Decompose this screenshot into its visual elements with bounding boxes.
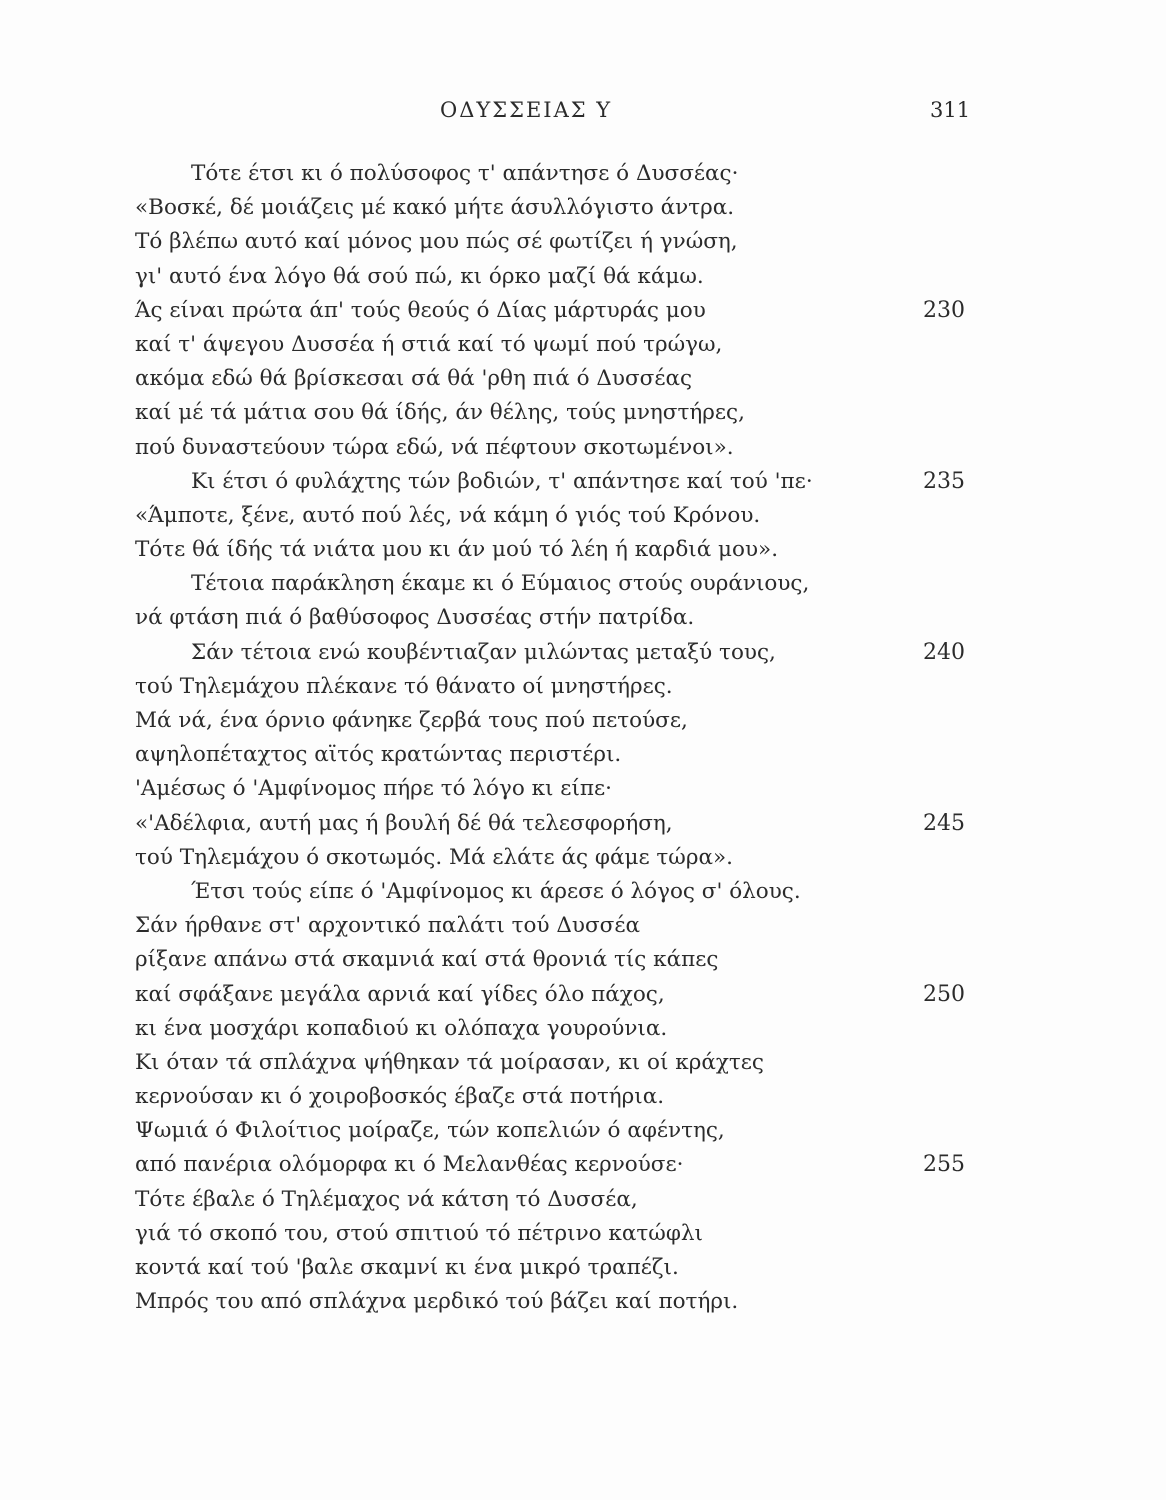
verse-line	[135, 636, 975, 670]
verse-text: Τότε έβαλε ό Τηλέμαχος νά κάτση τό Δυσσέα,	[135, 1186, 638, 1212]
verse-line	[135, 191, 975, 225]
verse-text: 'Αμέσως ό 'Αμφίνομος πήρε τό λόγο κι είπε·	[135, 776, 612, 802]
running-header-title: ΟΔΥΣΣΕΙΑΣ Υ	[440, 98, 613, 122]
line-number: 245	[923, 810, 965, 836]
verse-text: Έτσι τούς είπε ό 'Αμφίνομος κι άρεσε ό λόγος σ' όλους.	[191, 878, 801, 904]
verse-line	[135, 1148, 975, 1182]
verse-line	[135, 841, 975, 875]
verse-line	[135, 738, 975, 772]
line-number: 230	[923, 297, 965, 323]
verse-line	[135, 567, 975, 601]
verse-text: γιά τό σκοπό του, στού σπιτιού τό πέτρινο κατώφλι	[135, 1220, 703, 1246]
line-number: 255	[923, 1152, 965, 1178]
verse-text: ακόμα εδώ θά βρίσκεσαι σά θά 'ρθη πιά ό Δυσσέας	[135, 366, 693, 392]
verse-line	[135, 499, 975, 533]
verse-line	[135, 465, 975, 499]
verse-text: αψηλοπέταχτος αϊτός κρατώντας περιστέρι.	[135, 742, 622, 768]
verse-text: από πανέρια ολόμορφα κι ό Μελανθέας κερνούσε·	[135, 1152, 684, 1178]
verse-line	[135, 362, 975, 396]
verse-text: Τό βλέπω αυτό καί μόνος μου πώς σέ φωτίζει ή γνώση,	[135, 229, 738, 255]
verse-text: κοντά καί τού 'βαλε σκαμνί κι ένα μικρό τραπέζι.	[135, 1255, 679, 1280]
verse-line	[135, 772, 975, 806]
verse-text: «Βοσκέ, δέ μοιάζεις μέ κακό μήτε άσυλλόγιστο άντρα.	[135, 195, 735, 221]
verse-line	[135, 978, 975, 1012]
verse-line	[135, 328, 975, 362]
verse-text: Σάν τέτοια ενώ κουβέντιαζαν μιλώντας μεταξύ τους,	[191, 639, 776, 665]
verse-text: γι' αυτό ένα λόγο θά σού πώ, κι όρκο μαζί θά κάμω.	[135, 263, 704, 289]
verse-line	[135, 225, 975, 259]
page-number: 311	[930, 98, 971, 122]
verse-text: Τότε έτσι κι ό πολύσοφος τ' απάντησε ό Δυσσέας·	[191, 161, 739, 186]
verse-text: τού Τηλεμάχου ό σκοτωμός. Μά ελάτε άς φάμε τώρα».	[135, 844, 733, 870]
verse-line	[135, 260, 975, 294]
verse-text: ρίξανε απάνω στά σκαμνιά καί στά θρονιά τίς κάπες	[135, 947, 719, 973]
verse-line	[135, 943, 975, 977]
verse-text: «'Αδέλφια, αυτή μας ή βουλή δέ θά τελεσφορήση,	[135, 810, 673, 836]
verse-line	[135, 909, 975, 943]
verse-line	[135, 533, 975, 567]
line-number: 240	[923, 639, 965, 665]
verse-line	[135, 157, 975, 191]
verse-text: νά φτάση πιά ό βαθύσοφος Δυσσέας στήν πατρίδα.	[135, 605, 695, 631]
verse-text: πού δυναστεύουν τώρα εδώ, νά πέφτουν σκοτωμένοι».	[135, 434, 734, 460]
verse-line	[135, 1046, 975, 1080]
line-number: 235	[923, 468, 965, 494]
verse-line	[135, 875, 975, 909]
verse-text: καί τ' άψεγου Δυσσέα ή στιά καί τό ψωμί πού τρώγω,	[135, 331, 723, 357]
verse-text: κι ένα μοσχάρι κοπαδιού κι ολόπαχα γουρούνια.	[135, 1015, 668, 1041]
verse-line	[135, 294, 975, 328]
verse-text: Ψωμιά ό Φιλοίτιος μοίραζε, τών κοπελιών ό αφέντης,	[135, 1118, 725, 1144]
verse-text: Άς είναι πρώτα άπ' τούς θεούς ό Δίας μάρτυράς μου	[135, 297, 706, 323]
verse-text: Κι έτσι ό φυλάχτης τών βοδιών, τ' απάντησε καί τού 'πε·	[191, 468, 813, 494]
verse-line	[135, 670, 975, 704]
verse-line	[135, 1183, 975, 1217]
verse-text: Μά νά, ένα όρνιο φάνηκε ζερβά τους πού πετούσε,	[135, 708, 688, 733]
verse-text: Σάν ήρθανε στ' αρχοντικό παλάτι τού Δυσσέα	[135, 913, 641, 939]
verse-line	[135, 807, 975, 841]
line-number: 250	[923, 981, 965, 1007]
verse-text: Τέτοια παράκληση έκαμε κι ό Εύμαιος στούς ουράνιους,	[191, 571, 810, 597]
verse-text: κερνούσαν κι ό χοιροβοσκός έβαζε στά ποτήρια.	[135, 1084, 665, 1110]
verse-line	[135, 1251, 975, 1285]
verse-line	[135, 1080, 975, 1114]
verse-text: καί μέ τά μάτια σου θά ίδής, άν θέλης, τούς μνηστήρες,	[135, 400, 745, 426]
verse-line	[135, 1114, 975, 1148]
verse-text: καί σφάξανε μεγάλα αρνιά καί γίδες όλο πάχος,	[135, 981, 665, 1007]
verse-line	[135, 601, 975, 635]
verse-line	[135, 431, 975, 465]
verse-line	[135, 396, 975, 430]
verse-text: Κι όταν τά σπλάχνα ψήθηκαν τά μοίρασαν, κι οί κράχτες	[135, 1049, 764, 1075]
verse-line	[135, 1012, 975, 1046]
verse-line	[135, 1217, 975, 1251]
verse-text: «Άμποτε, ξένε, αυτό πού λές, νά κάμη ό γιός τού Κρόνου.	[135, 502, 761, 528]
verse-text: τού Τηλεμάχου πλέκανε τό θάνατο οί μνηστήρες.	[135, 673, 673, 699]
verse-line	[135, 1285, 975, 1319]
verse-line	[135, 704, 975, 738]
verse-text: Μπρός του από σπλάχνα μερδικό τού βάζει καί ποτήρι.	[135, 1289, 739, 1315]
verse-block	[135, 157, 975, 1319]
verse-text: Τότε θά ίδής τά νιάτα μου κι άν μού τό λέη ή καρδιά μου».	[135, 537, 779, 563]
